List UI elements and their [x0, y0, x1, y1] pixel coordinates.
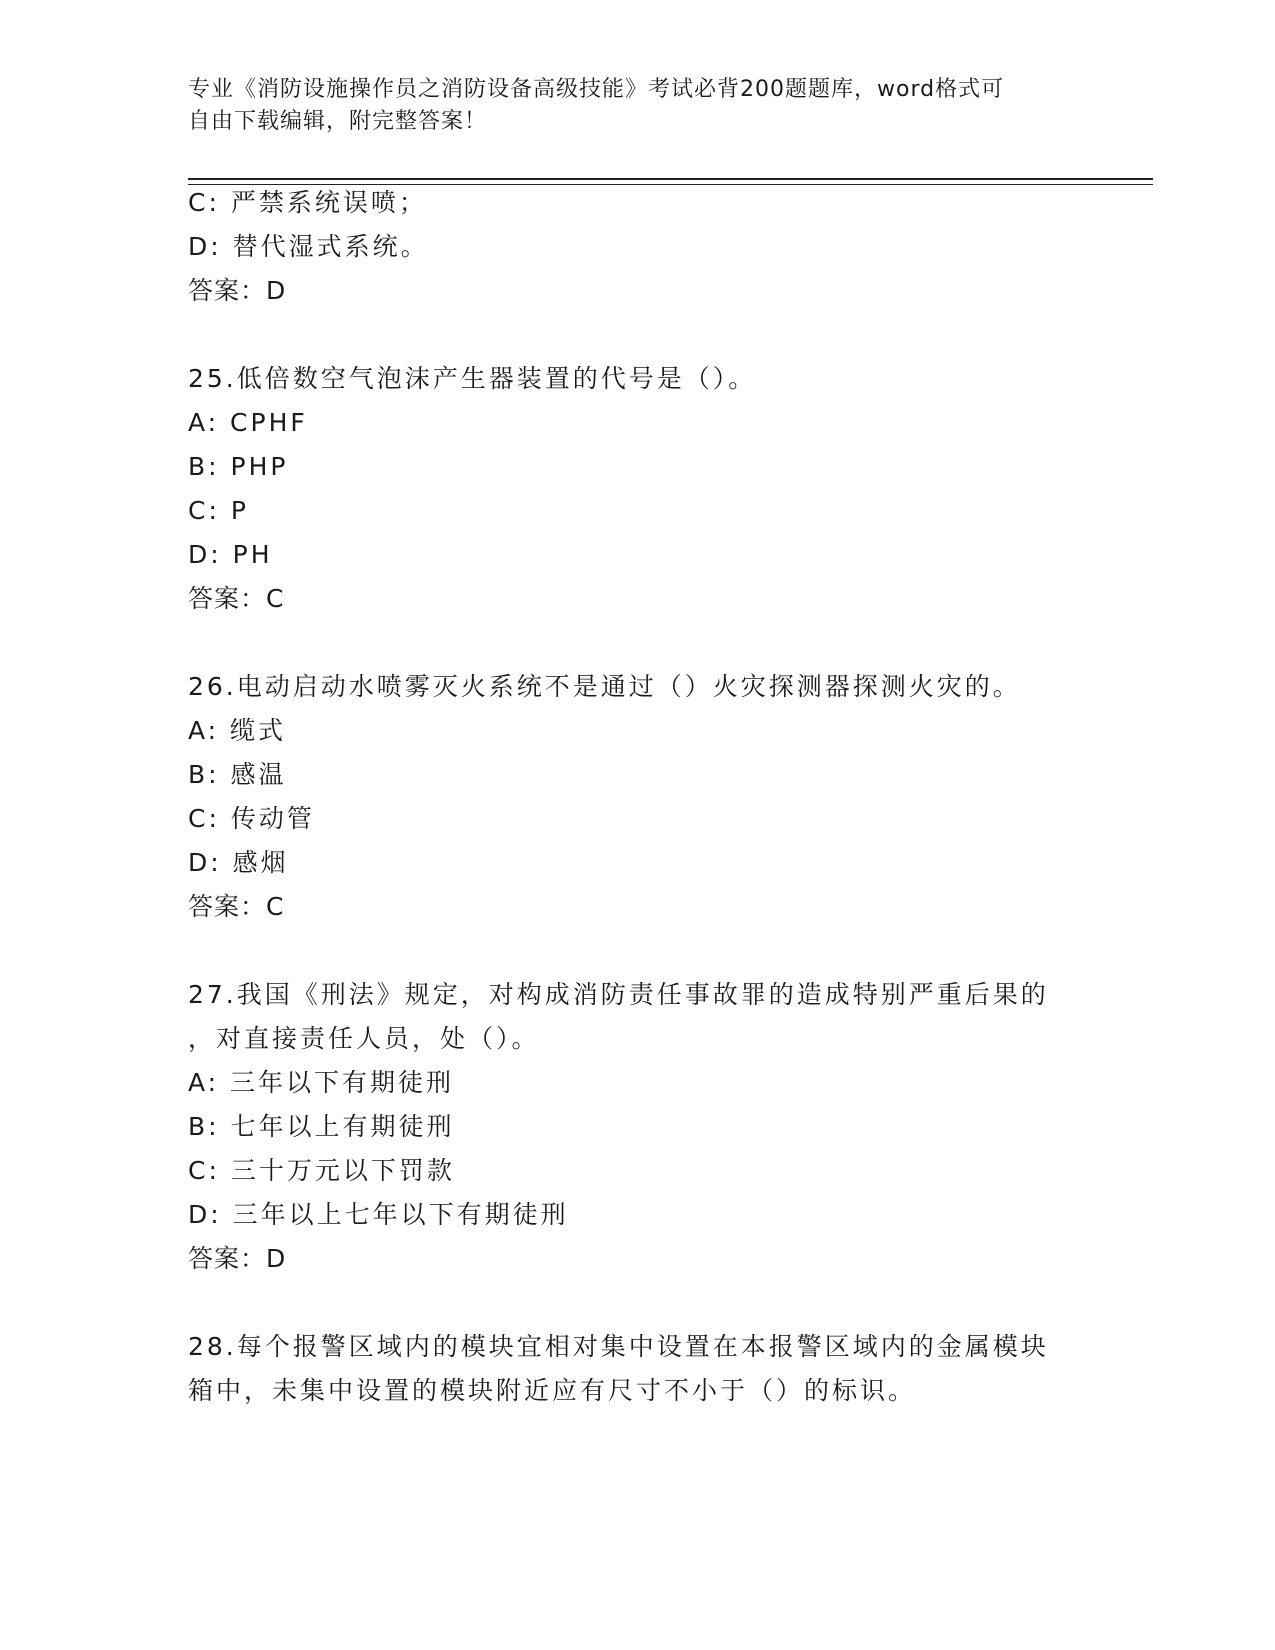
question-26-option-d: D: 感烟 — [188, 848, 289, 877]
question-28-text-line-2: 箱中，未集中设置的模块附近应有尺寸不小于（）的标识。 — [188, 1376, 917, 1405]
question-25-option-c: C: P — [188, 496, 249, 525]
question-25-option-a: A: CPHF — [188, 408, 308, 437]
question-27-option-d: D: 三年以上七年以下有期徒刑 — [188, 1200, 569, 1229]
option-c: C: 严禁系统误喷； — [188, 188, 427, 217]
question-27-text-line-2: ，对直接责任人员，处（）。 — [188, 1024, 540, 1053]
header-rule-thick — [188, 178, 1153, 180]
question-27-option-a: A: 三年以下有期徒刑 — [188, 1068, 455, 1097]
header-rule-thin — [188, 184, 1153, 185]
question-27-option-c: C: 三十万元以下罚款 — [188, 1156, 455, 1185]
question-26-option-c: C: 传动管 — [188, 804, 315, 833]
question-28-text-line-1: 28.每个报警区域内的模块宜相对集中设置在本报警区域内的金属模块 — [188, 1332, 1049, 1361]
page-header — [188, 74, 1088, 138]
question-25-option-b: B: PHP — [188, 452, 289, 481]
answer-label: 答案：D — [188, 276, 287, 305]
question-27-option-b: B: 七年以上有期徒刑 — [188, 1112, 455, 1141]
question-27-text-line-1: 27.我国《刑法》规定，对构成消防责任事故罪的造成特别严重后果的 — [188, 980, 1049, 1009]
question-25-answer: 答案：C — [188, 584, 285, 613]
question-26-option-a: A: 缆式 — [188, 716, 287, 745]
option-d: D: 替代湿式系统。 — [188, 232, 429, 261]
question-26-text: 26.电动启动水喷雾灭火系统不是通过（）火灾探测器探测火灾的。 — [188, 672, 1021, 701]
header-line-2: 自由下载编辑，附完整答案！ — [188, 109, 488, 134]
header-line-1: 专业《消防设施操作员之消防设备高级技能》考试必背200题题库，word格式可 — [188, 77, 1005, 102]
question-27-answer: 答案：D — [188, 1244, 287, 1273]
question-26-answer: 答案：C — [188, 892, 285, 921]
question-25-option-d: D: PH — [188, 540, 273, 569]
question-25-text: 25.低倍数空气泡沫产生器装置的代号是（）。 — [188, 364, 757, 393]
question-26-option-b: B: 感温 — [188, 760, 287, 789]
